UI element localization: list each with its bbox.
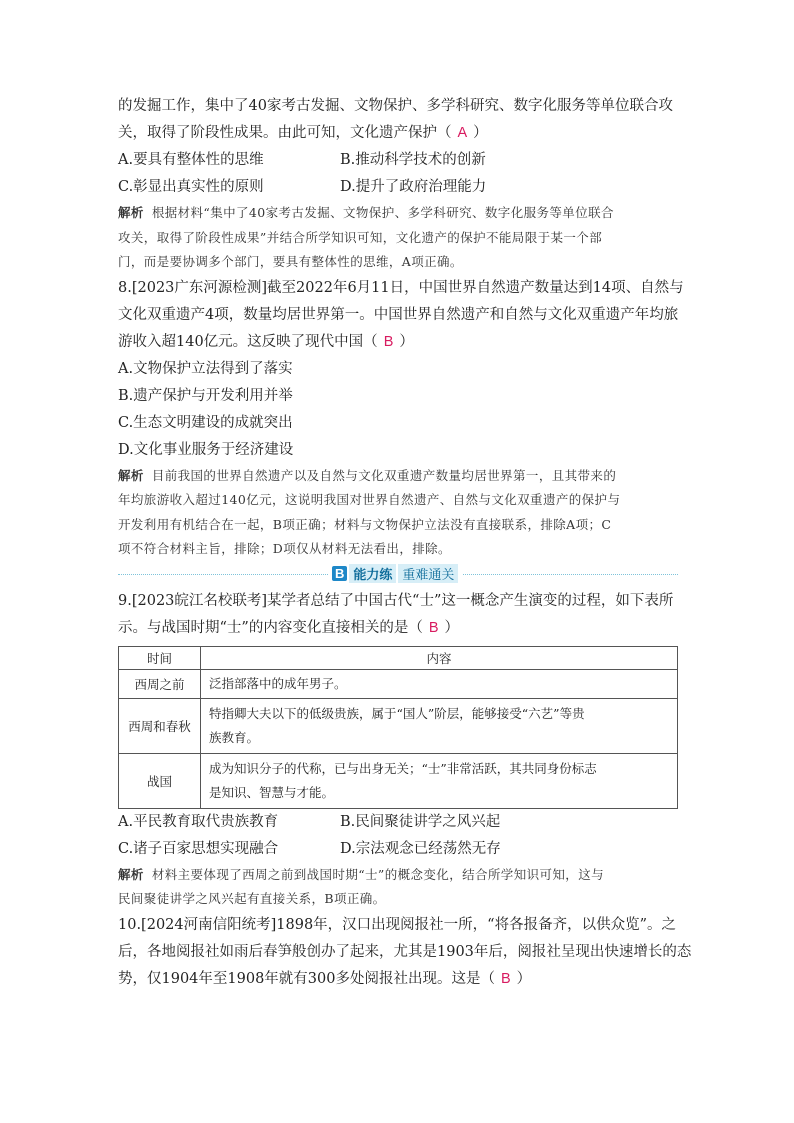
explanation-label: 解析 <box>118 866 144 882</box>
section-tag <box>328 564 462 583</box>
section-subtitle: 重难通关 <box>398 564 458 583</box>
q9-option-d: D.宗法观念已经荡然无存 <box>340 840 501 857</box>
explanation-label: 解析 <box>118 467 144 483</box>
q10-stem-line1: 10.[2024河南信阳统考]1898年，汉口出现阅报社一所，“将各报备齐，以供众览”。之 <box>118 916 676 933</box>
q8-stem-line2: 文化双重遗产4项，数量均居世界第一。中国世界自然遗产和自然与文化双重遗产年均旅 <box>118 306 679 323</box>
q7-explanation: 解析 根据材料“集中了40家考古发掘、文物保护、多学科研究、数字化服务等单位联合 攻关，取得了阶段性成果”并结合所学知识可知，文化遗产的保护不能局限于某一个部 门，而是要协调多个部门，要具有整体性的思维，A项正确。 <box>118 205 614 269</box>
q9-options-row1 <box>118 809 678 836</box>
q8-stem-line3: 游收入超140亿元。这反映了现代中国（ B ） <box>118 333 414 350</box>
q7-option-c: C.彰显出真实性的原则 <box>118 179 264 195</box>
table-row: 战国 成为知识分子的代称，已与出身无关；“士”非常活跃，其共同身份标志 是知识、智慧与才能。 <box>119 753 678 808</box>
q7-option-a: A.要具有整体性的思维 <box>118 152 264 168</box>
q10-answer: B <box>500 970 511 987</box>
table-header-time: 时间 <box>119 646 201 669</box>
q7-options-row1 <box>118 147 678 174</box>
table-row: 西周之前 泛指部落中的成年男子。 <box>119 669 678 698</box>
q9-stem-line2: 示。与战国时期“士”的内容变化直接相关的是（ B ） <box>118 619 459 636</box>
q9-option-c: C.诸子百家思想实现融合 <box>118 840 279 857</box>
q7-answer: A <box>457 125 468 141</box>
q9-options-row2 <box>118 836 678 863</box>
q7-stem-line2: 关，取得了阶段性成果。由此可知，文化遗产保护（ A ） <box>118 125 488 141</box>
section-badge: B <box>332 566 347 581</box>
q10-stem-line3: 势，仅1904年至1908年就有300多处阅报社出现。这是（ B ） <box>118 970 532 987</box>
q9-option-a: A.平民教育取代贵族教育 <box>118 813 279 830</box>
q8-explanation: 解析 目前我国的世界自然遗产以及自然与文化双重遗产数量均居世界第一，且其带来的 年均旅游收入超过140亿元，这说明我国对世界自然遗产、自然与文化双重遗产的保护与 开发利用有机结合在一起，B项正确；材料与文物保护立法没有直接联系，排除A项；C 项不符合材料主旨，排除；D项仅从材料无法看出，排除。 <box>118 467 621 556</box>
q9-option-b: B.民间聚徒讲学之风兴起 <box>340 813 501 830</box>
q10-stem-line2: 后，各地阅报社如雨后春笋般创办了起来，尤其是1903年后，阅报社呈现出快速增长的态 <box>118 943 692 960</box>
q9-answer: B <box>428 619 439 636</box>
q7-option-b: B.推动科学技术的创新 <box>340 152 486 168</box>
q8-option-b: B.遗产保护与开发利用并举 <box>118 387 293 404</box>
q9-stem-line1: 9.[2023皖江名校联考]某学者总结了中国古代“士”这一概念产生演变的过程，如下表所 <box>118 592 674 609</box>
table-header-row <box>119 646 678 669</box>
document-page <box>118 93 692 993</box>
q9-table <box>118 646 678 809</box>
q8-option-d: D.文化事业服务于经济建设 <box>118 441 294 458</box>
table-header-content: 内容 <box>201 646 678 669</box>
q8-option-c: C.生态文明建设的成就突出 <box>118 414 293 431</box>
table-row: 西周和春秋 特指卿大夫以下的低级贵族，属于“国人”阶层，能够接受“六艺”等贵 族教育。 <box>119 698 678 753</box>
q9-explanation: 解析 材料主要体现了西周之前到战国时期“士”的概念变化，结合所学知识可知，这与 民间聚徒讲学之风兴起有直接关系，B项正确。 <box>118 866 604 906</box>
q8-stem-line1: 8.[2023广东河源检测]截至2022年6月11日，中国世界自然遗产数量达到14项、自然与 <box>118 279 684 296</box>
explanation-label: 解析 <box>118 205 144 220</box>
q7-options-row2 <box>118 174 678 201</box>
section-name: 能力练 <box>349 564 396 583</box>
q7-option-d: D.提升了政府治理能力 <box>340 179 487 195</box>
q8-answer: B <box>383 333 394 350</box>
q8-option-a: A.文物保护立法得到了落实 <box>118 360 293 377</box>
section-header <box>118 564 678 586</box>
q7-stem-line1: 的发掘工作，集中了40家考古发掘、文物保护、多学科研究、数字化服务等单位联合攻 <box>118 98 673 114</box>
